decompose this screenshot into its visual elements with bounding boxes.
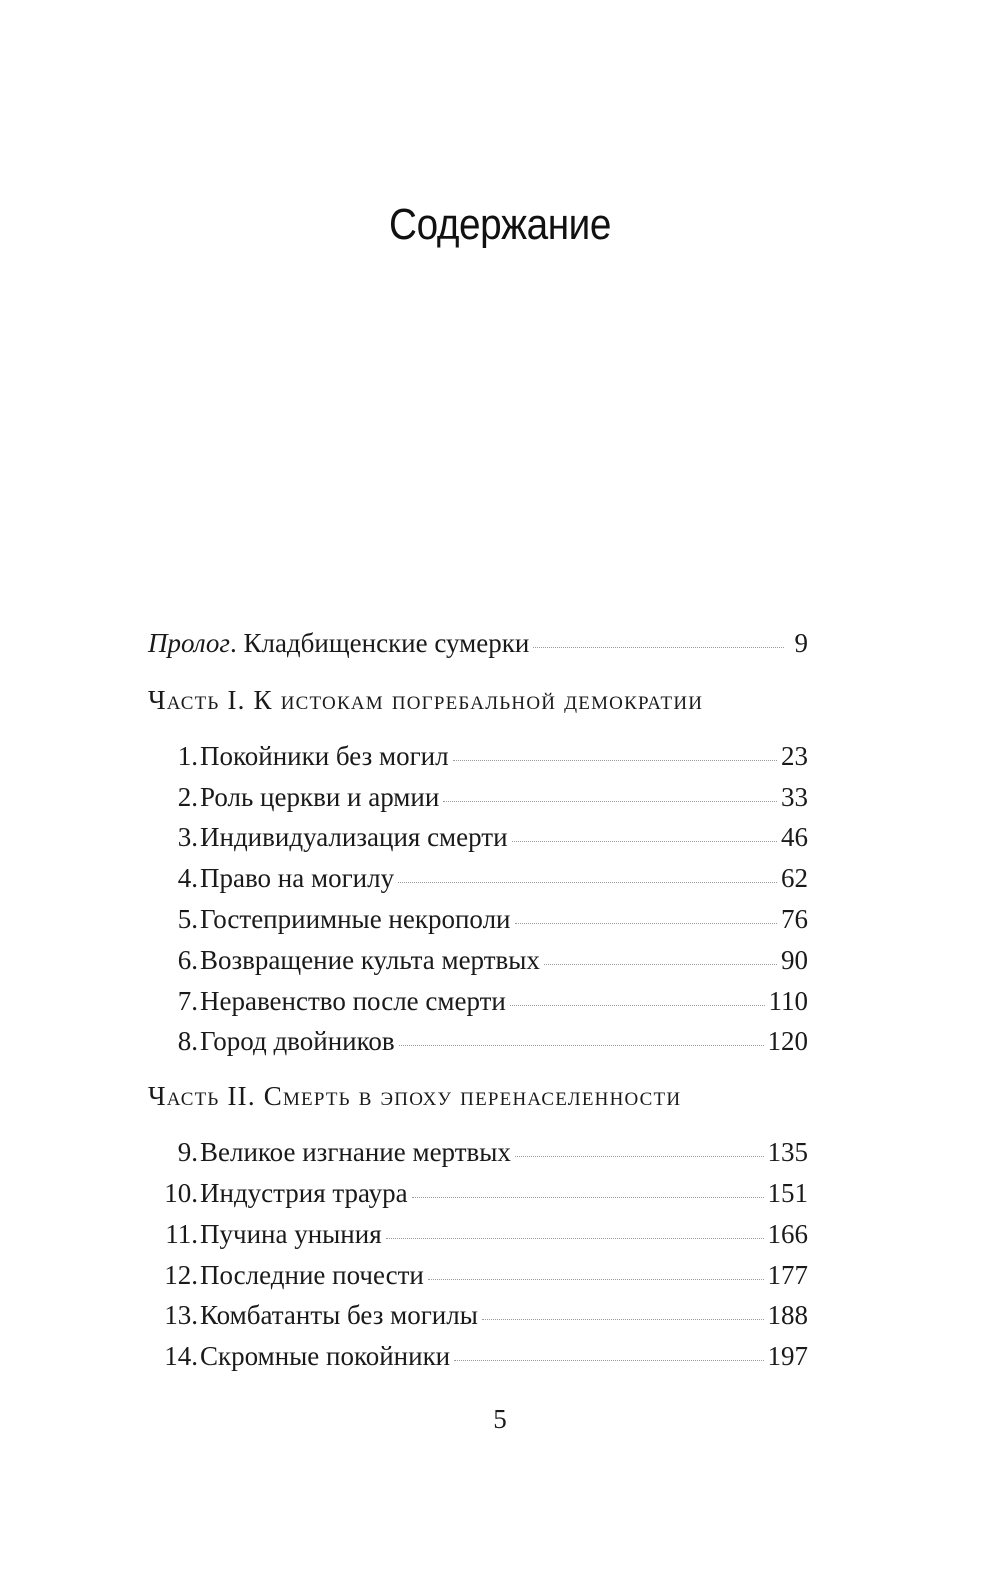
toc-page-number: 135	[767, 1137, 808, 1168]
toc-entry[interactable]	[148, 986, 808, 1027]
toc-page-number: 110	[768, 985, 808, 1016]
dot-leader	[443, 801, 777, 802]
chapter-title: Индустрия траура	[200, 1177, 408, 1208]
chapter-number: 13.	[164, 1300, 198, 1331]
chapter-number: 7.	[177, 985, 198, 1016]
chapter-number: 10.	[164, 1177, 198, 1208]
chapter-number: 9.	[177, 1137, 198, 1168]
toc-entry[interactable]	[148, 1260, 808, 1301]
toc-page-number: 151	[767, 1177, 808, 1208]
dot-leader	[515, 1156, 764, 1157]
chapter-title: Гостеприимные некрополи	[200, 903, 511, 934]
toc-entry-prologue[interactable]	[148, 628, 808, 669]
toc-entry[interactable]	[148, 863, 808, 904]
dot-leader	[512, 841, 777, 842]
toc-entry[interactable]	[148, 782, 808, 823]
dot-leader	[482, 1319, 764, 1320]
chapter-title: Последние почести	[200, 1259, 424, 1290]
chapter-number: 8.	[177, 1026, 198, 1057]
toc-page-number: 62	[781, 863, 808, 894]
dot-leader	[398, 882, 777, 883]
toc-entry[interactable]	[148, 1300, 808, 1341]
dot-leader	[544, 964, 777, 965]
toc-entry[interactable]	[148, 904, 808, 945]
part-heading-2: Часть II. Смерть в эпоху перенаселенности	[148, 1081, 682, 1112]
toc-entry[interactable]	[148, 1137, 808, 1178]
prologue-title: . Кладбищенские сумерки	[229, 628, 530, 658]
toc-entry[interactable]	[148, 822, 808, 863]
dot-leader	[428, 1279, 764, 1280]
toc-entry-title	[148, 628, 529, 659]
chapter-title: Неравенство после смерти	[200, 985, 506, 1016]
toc-page-number: 188	[767, 1300, 808, 1331]
chapter-title: Комбатанты без могилы	[200, 1300, 478, 1331]
table-of-contents	[148, 628, 808, 1382]
chapter-title: Роль церкви и армии	[200, 781, 440, 812]
dot-leader	[533, 647, 784, 648]
toc-entry[interactable]	[148, 945, 808, 986]
toc-page-number: 76	[781, 903, 808, 934]
page-title: Содержание	[389, 200, 611, 249]
dot-leader	[454, 1360, 763, 1361]
prologue-label: Пролог	[148, 628, 230, 658]
chapter-number: 14.	[164, 1341, 198, 1372]
chapter-number: 3.	[177, 822, 198, 853]
dot-leader	[386, 1238, 764, 1239]
dot-leader	[453, 760, 777, 761]
chapter-title: Право на могилу	[200, 863, 395, 894]
toc-page-number: 33	[781, 781, 808, 812]
toc-entry[interactable]	[148, 741, 808, 782]
toc-entry[interactable]	[148, 1178, 808, 1219]
toc-entry[interactable]	[148, 1341, 808, 1382]
toc-page-number: 166	[767, 1218, 808, 1249]
chapter-number: 5.	[177, 903, 198, 934]
chapter-title: Город двойников	[200, 1026, 395, 1057]
chapter-title: Индивидуализация смерти	[200, 822, 508, 853]
chapter-title: Скромные покойники	[200, 1341, 451, 1372]
part-heading-1: Часть I. К истокам погребальной демократии	[148, 684, 704, 715]
chapter-number: 2.	[177, 781, 198, 812]
chapter-title: Покойники без могил	[200, 740, 449, 771]
toc-page-number: 120	[767, 1026, 808, 1057]
toc-page-number: 46	[781, 822, 808, 853]
toc-entry[interactable]	[148, 1026, 808, 1067]
chapter-number: 4.	[177, 863, 198, 894]
dot-leader	[515, 923, 778, 924]
toc-page-number: 9	[794, 628, 808, 658]
page-number: 5	[493, 1404, 507, 1434]
dot-leader	[412, 1197, 764, 1198]
chapter-number: 12.	[164, 1259, 198, 1290]
dot-leader	[510, 1005, 765, 1006]
dot-leader	[399, 1045, 764, 1046]
chapter-title: Возвращение культа мертвых	[200, 944, 540, 975]
chapter-title: Великое изгнание мертвых	[200, 1137, 511, 1168]
chapter-title: Пучина уныния	[200, 1218, 382, 1249]
toc-entry[interactable]	[148, 1219, 808, 1260]
toc-page-number: 23	[781, 740, 808, 771]
chapter-number: 11.	[165, 1218, 198, 1249]
toc-page-number: 90	[781, 944, 808, 975]
chapter-number: 6.	[177, 944, 198, 975]
chapter-number: 1.	[177, 740, 198, 771]
toc-page-number: 197	[767, 1341, 808, 1372]
toc-page-number: 177	[767, 1259, 808, 1290]
